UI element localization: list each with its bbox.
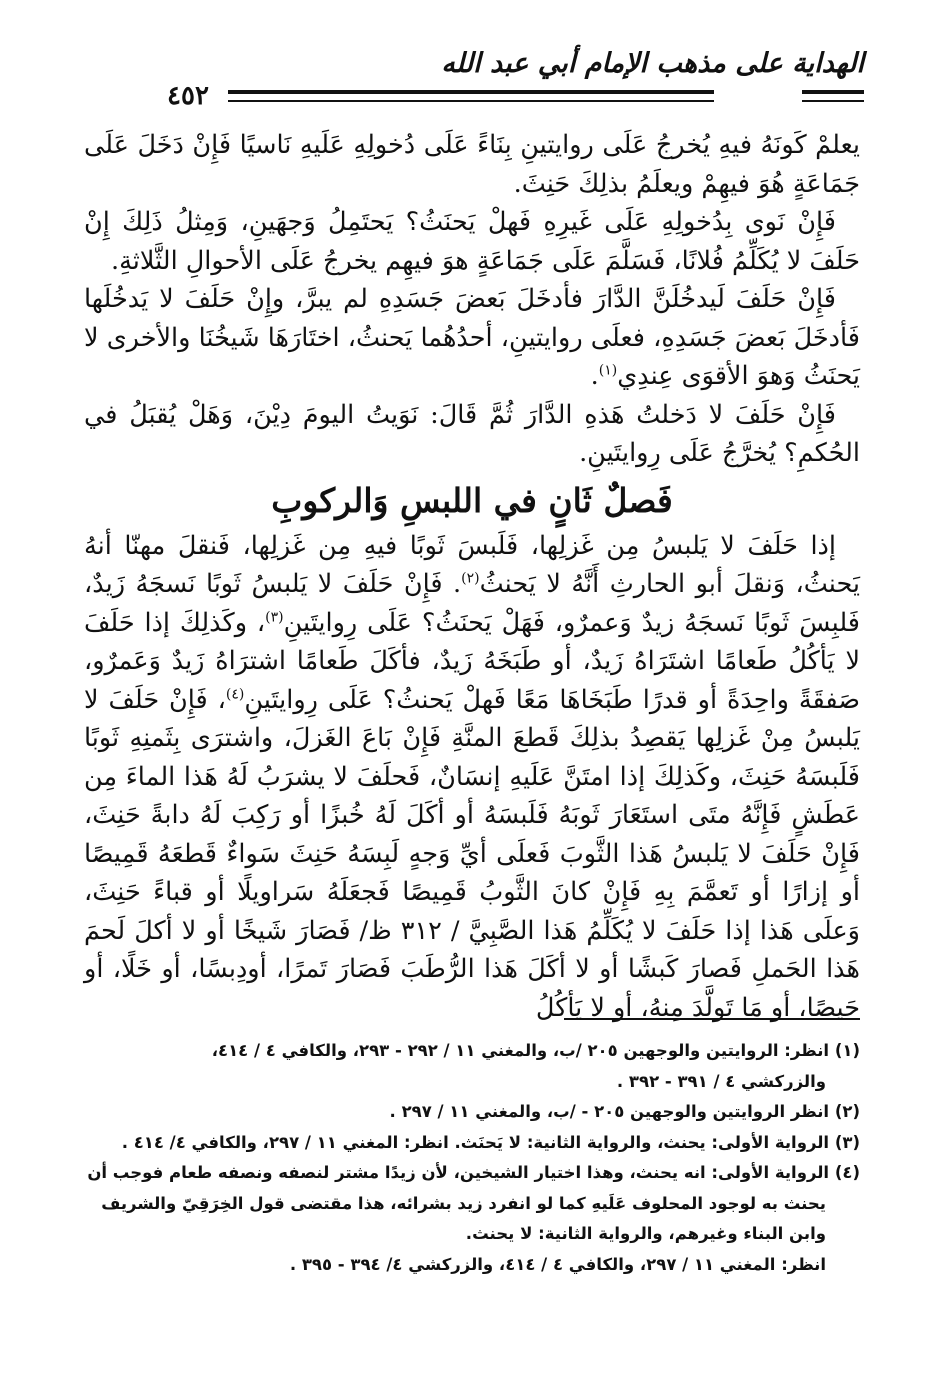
footnote-4-continued: انظر: المغني ١١ / ٢٩٧، والكافي ٤ / ٤١٤، والزركشي ٤/ ٣٩٤ - ٣٩٥ .	[289, 1254, 826, 1274]
page-number: ٤٥٢	[148, 80, 228, 112]
paragraph-text: ، وكَذلِكَ إذا حَلَفَ لا يَأكُلُ طَعامًا اشتَرَاهُ زَيدٌ، أو طَبَخَهُ زَيدٌ، فأكَلَ طَعامًا اشترَاهُ زَيدٌ وَعَمرٌو، صَفقَةً واحِدَةً أو قدرًا طَبَخَاهَا مَعًا فَهلْ يَحنثُ؟ عَلَى رِوايتَينِ	[84, 607, 860, 715]
footnote-4-continued: وابن البناء وغيرهم، والرواية الثانية: لا يحنث.	[465, 1224, 826, 1243]
paragraph: فَإِنْ نَوى بِدُخولِهِ عَلَى غَيرِهِ فَهلْ يَحنَثُ؟ يَحتَمِلُ وَجهَينِ، وَمِثلُ ذَلِكَ إِنْ حَلَفَ لا يُكَلِّمُ فُلانًا، فَسَلَّمَ عَلَى جَمَاعَةٍ هوَ فيهِم يخرجُ عَلَى الأحوالِ الثَّلاثةِ.	[84, 207, 860, 276]
footnote-ref: (١)	[598, 362, 618, 379]
footnote-4: (٤) الرواية الأولى: انه يحنث، وهذا اختيار الشيخين، لأن زيدًا مشتر لنصفه ونصفه طعام فوجب أن	[87, 1163, 860, 1182]
main-text	[84, 126, 860, 1027]
paragraph-text: . فَإِنْ حَلَفَ لا يَلبسُ ثَوبًا نَسجَهُ زَيدٌ، فَلبِسَ ثَوبًا نَسجَهُ زيدٌ وَعمرٌو، فَهَلْ يَحنَثُ؟ عَلَى رِوايتَينِ	[84, 569, 860, 638]
footnote-ref: (٤)	[225, 686, 245, 702]
paragraph: يعلمْ كَونَهُ فيهِ يُخرجُ عَلَى روايتينِ بِنَاءً عَلَى دُخولِهِ عَلَيهِ نَاسيًا فَإِنْ دَخَلَ عَلَى جَمَاعَةٍ هُوَ فيهِمْ ويعلَمُ بذلِكَ حَنِثَ.	[84, 130, 860, 199]
footnote-4-continued: يحنث به لوجود المحلوف عَلَيهِ كما لو انفرد زيد بشرائه، هذا مقتضى قول الخِرَقِيّ والشريف	[101, 1193, 826, 1213]
footnotes	[84, 1036, 860, 1280]
footnote-ref: (٣)	[265, 609, 284, 625]
paragraph	[84, 527, 860, 1028]
footnote-ref: (٢)	[461, 570, 480, 587]
header-rule-end	[802, 90, 864, 102]
footnote-3: (٣) الرواية الأولى: يحنث، والرواية الثانية: لا يَحنَث. انظر: المغني ١١ / ٢٩٧، والكافي ٤/ ٤١٤ .	[121, 1132, 860, 1152]
footnote-1-continued: والزركشي ٤ / ٣٩١ - ٣٩٢ .	[616, 1071, 826, 1091]
footnote-2: (٢) انظر الروايتين والوجهين ٢٠٥ - /ب، والمغني ١١ / ٢٩٧ .	[389, 1102, 860, 1121]
header-rule	[162, 90, 714, 102]
paragraph-text: فَإِنْ حَلَفَ لَيدخُلَنَّ الدَّارَ فأدخَلَ بَعضَ جَسَدِهِ لم يبرَّ، وإِنْ حَلَفَ لا يَدخُلَها فَأدخَلَ بَعضَ جَسَدِهِ، فعلَى روايتينِ، أحدُهُما يَحنثُ، اختَارَهَا شَيخُنَا والأخرى لا يَحنَثُ وَهوَ الأقوَى عِندِي	[84, 284, 860, 391]
paragraph-text: إذا حَلَفَ لا يَلبسُ مِن غَزلِها، فَلَبسَ ثَوبًا فيهِ مِن غَزلِها، فَنقلَ مهنّا أنهُ يَحنثُ، وَنقلَ أبو الحارثِ أَنَّهُ لا يَحنثُ	[84, 530, 861, 599]
page-header	[80, 44, 864, 110]
paragraph-end: .	[590, 361, 599, 391]
section-heading: فَصلٌ ثَانٍ في اللبسِ وَالركوبِ	[271, 480, 673, 520]
book-title: الهداية على مذهب الإمام أبي عبد الله	[441, 48, 864, 79]
paragraph: فَإِنْ حَلَفَ لا دَخلتُ هَذهِ الدَّارَ ثُمَّ قَالَ: نَوَيتُ اليومَ دِيْنَ، وَهَلْ يُقبَلُ في الحُكمِ؟ يُخرَّجُ عَلَى رِوايتَينِ.	[84, 399, 860, 468]
footnote-separator	[564, 1018, 860, 1020]
paragraph-text: ، فَإِنْ حَلَفَ لا يَلبسُ مِنْ غَزلِها يَقصِدُ بذلِكَ قَطعَ المنَّةِ فَإِنْ بَاعَ الغَزلَ، واشترَى بِثَمنِهِ ثَوبًا فَلَبسَهُ حَنِثَ، وكَذلِكَ إذا امتَنَّ عَلَيهِ إنسَانٌ، فَحلَفَ لا يشرَبُ لَهُ هَذا الماءَ مِن عَطَشٍ فَإِنَّهُ متَى استَعَارَ ثَوبَهُ فَلَبسَهُ أو أكَلَ لَهُ خُبزًا أو رَكِبَ لَهُ دابةً حَنِثَ، فَإِنْ حَلَفَ لا يَلبسُ هَذا الثَّوبَ فَعلَى أيِّ وَجهٍ لَبِسَهُ حَنِثَ سَواءٌ قَطعَهُ قَمِيصًا أو إزارًا أو تَعمَّمَ بِهِ فَإِنْ كانَ الثَّوبُ قَمِيصًا فَجعَلَهُ سَراويلًا أو قباءً حَنِثَ، وَعلَى هَذا إذا حَلَفَ لا يُكَلِّمُ هَذا الصَّبِيَّ / ٣١٢ ظ/ فَصَارَ شَيخًا أو لا أكلَ لَحمَ هَذا الحَملِ فَصارَ كَبشًا أو لا أكَلَ هَذا الرُّطَبَ فَصَارَ تَمرًا، أودِبسًا، أو خَلًا، أو حَيصًا، أو مَا تَولَّدَ مِنهُ، أو لا يَأكُلُ	[84, 684, 860, 1023]
paragraph	[84, 280, 860, 396]
footnote-1: (١) انظر: الروايتين والوجهين ٢٠٥ /ب، والمغني ١١ / ٢٩٢ - ٢٩٣، والكافي ٤ / ٤١٤،	[211, 1041, 860, 1060]
